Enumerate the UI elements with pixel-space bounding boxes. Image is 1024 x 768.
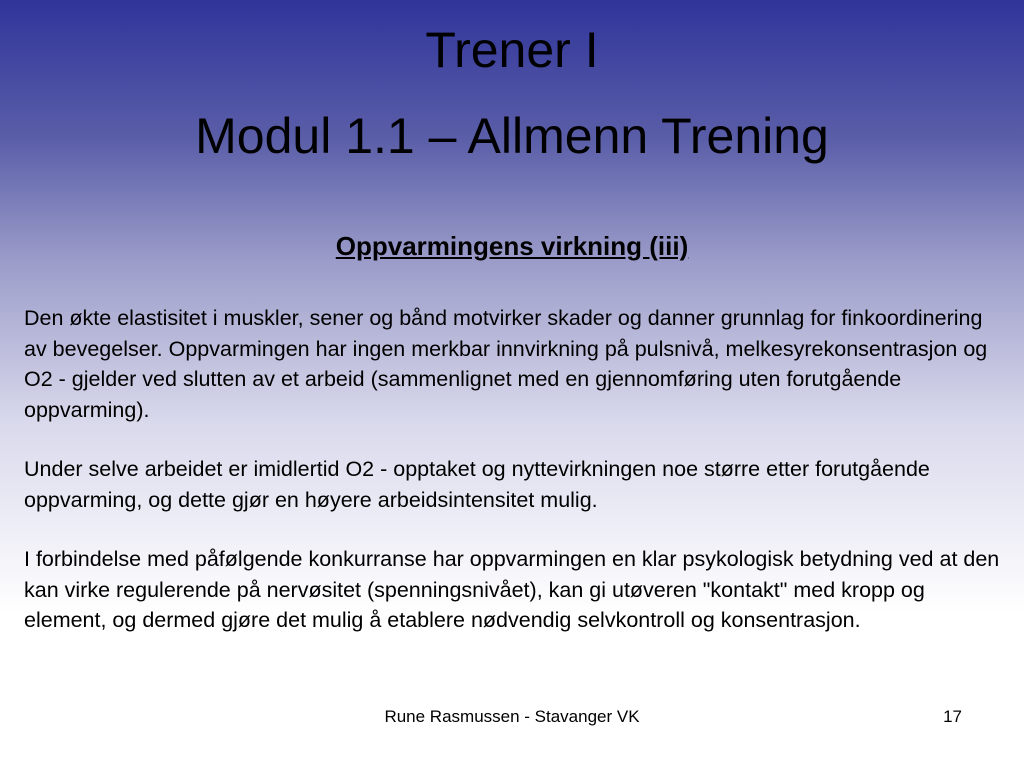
paragraph-3: I forbindelse med påfølgende konkurranse har oppvarmingen en klar psykologisk betydning ved at den kan virke regulerende på nervøsitet (spenningsnivået), kan gi utøveren "kontakt" med kropp og element, og dermed gjøre det mulig å etablere nødvendig selvkontroll og konsentrasjon. bbox=[24, 547, 1000, 632]
section-heading: Oppvarmingens virkning (iii) bbox=[335, 231, 689, 261]
slide-title: Trener I bbox=[425, 22, 599, 78]
paragraph-1: Den økte elastisitet i muskler, sener og bånd motvirker skader og danner grunnlag for finkoordinering av bevegelser. Oppvarmingen har ingen merkbar innvirkning på pulsnivå, melkesyrekonsentrasjon og O2 - gjelder ved slutten av et arbeid (sammenlignet med en gjennomføring uten forutgående oppvarming). bbox=[24, 306, 988, 422]
slide-module-title: Modul 1.1 – Allmenn Trening bbox=[195, 108, 829, 164]
page-number: 17 bbox=[943, 707, 962, 726]
footer-author: Rune Rasmussen - Stavanger VK bbox=[384, 707, 640, 726]
paragraph-2: Under selve arbeidet er imidlertid O2 - opptaket og nyttevirkningen noe større etter forutgående oppvarming, og dette gjør en høyere arbeidsintensitet mulig. bbox=[24, 457, 930, 512]
body-text bbox=[24, 303, 1004, 665]
